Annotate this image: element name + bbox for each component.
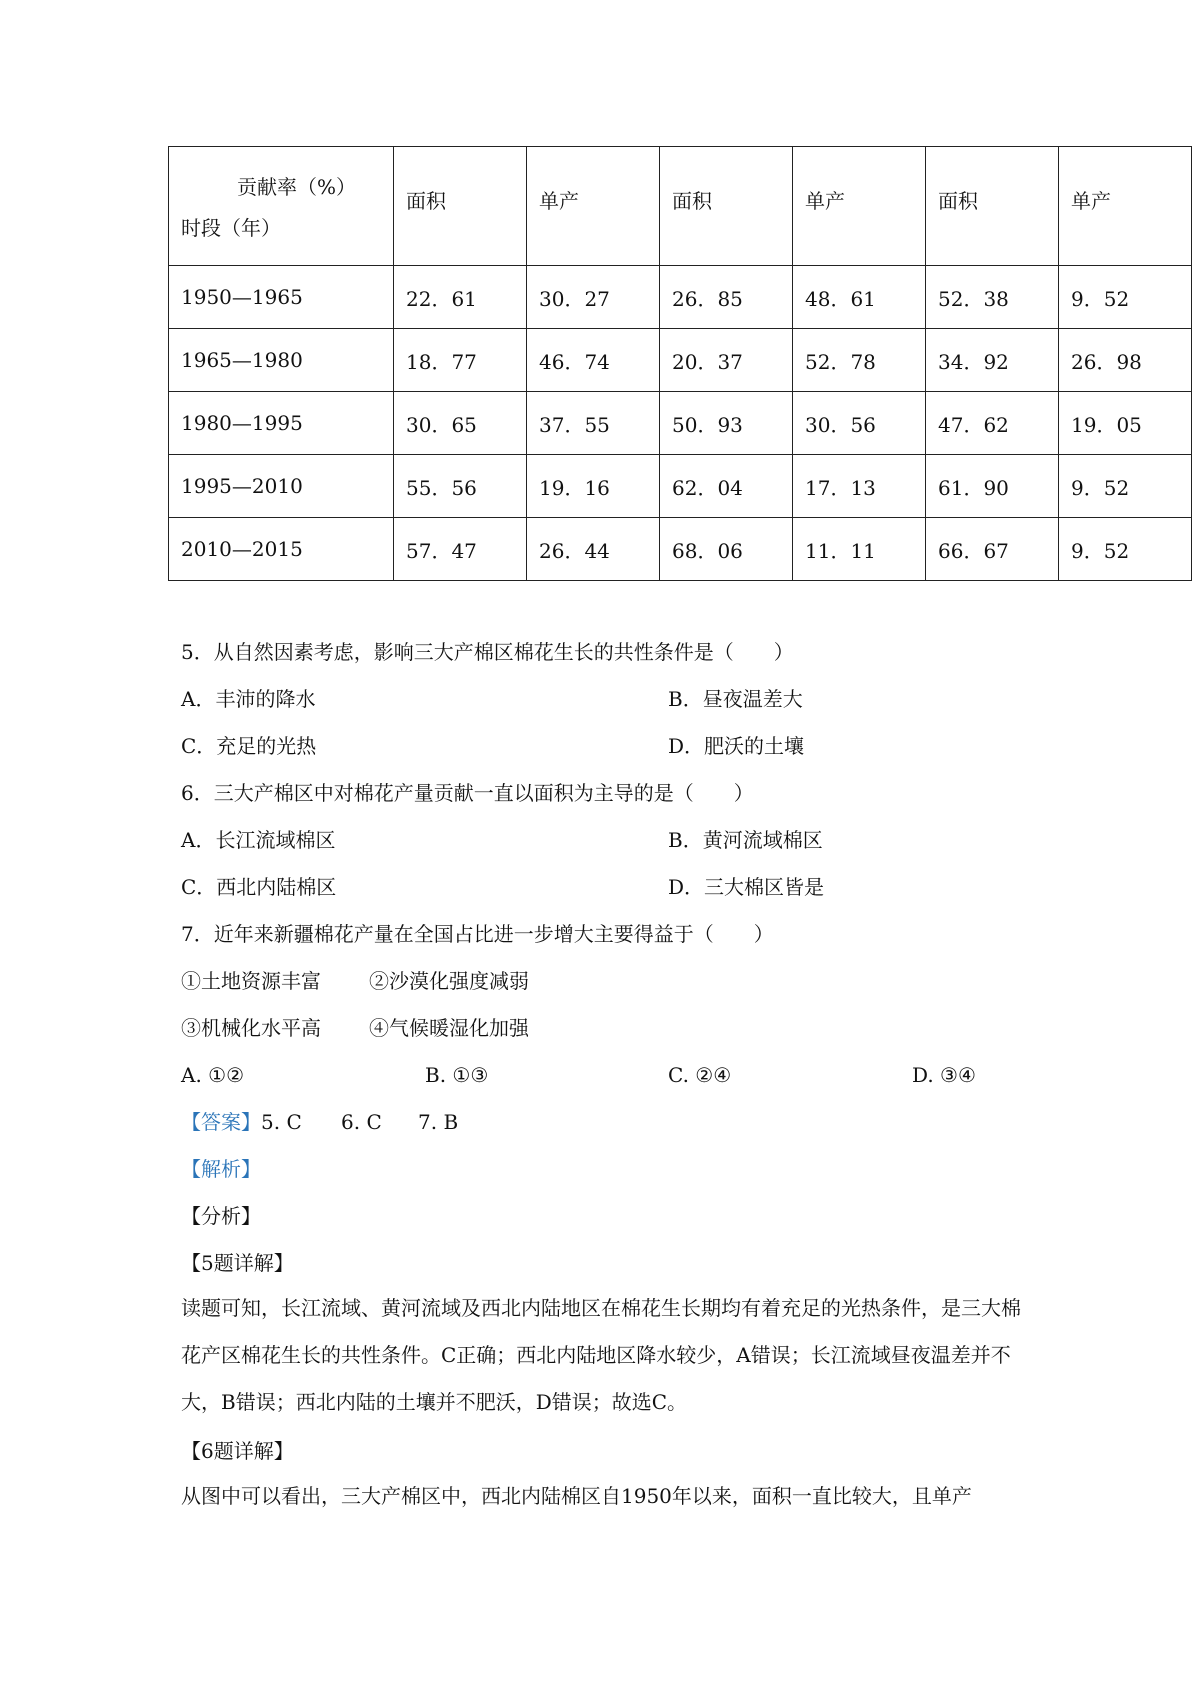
header-area-1: 面积 [394, 147, 527, 266]
q6-detail-title: 【6题详解】 [181, 1439, 294, 1463]
table-row [169, 329, 1192, 392]
value-cell: 26．85 [660, 266, 793, 329]
q5-detail-title: 【5题详解】 [181, 1251, 294, 1275]
value-cell: 9．52 [1059, 455, 1192, 518]
q5-detail-text: 读题可知，长江流域、黄河流域及西北内陆地区在棉花生长期均有着充足的光热条件，是三大棉花产区棉花生长的共性条件。C正确；西北内陆地区降水较少，A错误；长江流域昼夜温差并不大，B错误；西北内陆的土壤并不肥沃，D错误；故选C。 [181, 1296, 1021, 1414]
header-yield-1: 单产 [527, 147, 660, 266]
q7-item-1: ①土地资源丰富 [181, 969, 321, 993]
answer-7: 7. B [418, 1110, 459, 1134]
table-row [169, 518, 1192, 581]
header-area-2: 面积 [660, 147, 793, 266]
value-cell: 30．27 [527, 266, 660, 329]
value-cell: 68．06 [660, 518, 793, 581]
value-cell: 30．65 [394, 392, 527, 455]
header-yield-2: 单产 [793, 147, 926, 266]
q7-item-3: ③机械化水平高 [181, 1016, 321, 1040]
analysis-fenxi-label: 【分析】 [181, 1204, 261, 1228]
value-cell: 47．62 [926, 392, 1059, 455]
value-cell: 55．56 [394, 455, 527, 518]
value-cell: 26．98 [1059, 329, 1192, 392]
q7-item-4: ④气候暖湿化加强 [369, 1016, 529, 1040]
table-corner-cell [169, 147, 394, 266]
value-cell: 19．05 [1059, 392, 1192, 455]
period-cell: 1965—1980 [169, 329, 394, 392]
q6-option-c: C．西北内陆棉区 [181, 875, 337, 899]
q6-option-d: D．三大棉区皆是 [668, 875, 825, 899]
table-row [169, 455, 1192, 518]
period-cell: 1995—2010 [169, 455, 394, 518]
value-cell: 19．16 [527, 455, 660, 518]
value-cell: 30．56 [793, 392, 926, 455]
q7-item-2: ②沙漠化强度减弱 [369, 969, 529, 993]
q5-option-c: C．充足的光热 [181, 734, 317, 758]
q7-option-b: B. ①③ [425, 1063, 489, 1087]
value-cell: 22．61 [394, 266, 527, 329]
value-cell: 11．11 [793, 518, 926, 581]
answer-6: 6. C [341, 1110, 382, 1134]
value-cell: 9．52 [1059, 518, 1192, 581]
answer-line [181, 1108, 302, 1136]
contribution-table [168, 146, 1192, 581]
q6-option-b: B．黄河流域棉区 [668, 828, 823, 852]
value-cell: 18．77 [394, 329, 527, 392]
value-cell: 48．61 [793, 266, 926, 329]
value-cell: 52．78 [793, 329, 926, 392]
period-cell: 1950—1965 [169, 266, 394, 329]
value-cell: 52．38 [926, 266, 1059, 329]
period-cell: 2010—2015 [169, 518, 394, 581]
table-header-row [169, 147, 1192, 266]
answer-5: 5. C [261, 1110, 302, 1134]
q7-option-c: C. ②④ [668, 1063, 732, 1087]
table-row [169, 392, 1192, 455]
value-cell: 50．93 [660, 392, 793, 455]
corner-period-label: 时段（年） [181, 216, 281, 240]
header-area-3: 面积 [926, 147, 1059, 266]
value-cell: 46．74 [527, 329, 660, 392]
question-6-stem: 6．三大产棉区中对棉花产量贡献一直以面积为主导的是（ ） [181, 781, 754, 805]
value-cell: 57．47 [394, 518, 527, 581]
q5-option-b: B．昼夜温差大 [668, 687, 803, 711]
corner-contribution-label: 贡献率（%） [237, 175, 357, 199]
q6-option-a: A．长江流域棉区 [181, 828, 336, 852]
answer-label: 【答案】 [181, 1110, 261, 1134]
q5-option-d: D．肥沃的土壤 [668, 734, 805, 758]
question-5-stem: 5．从自然因素考虑，影响三大产棉区棉花生长的共性条件是（ ） [181, 640, 794, 664]
q7-option-a: A. ①② [181, 1063, 245, 1087]
value-cell: 26．44 [527, 518, 660, 581]
question-7-stem: 7．近年来新疆棉花产量在全国占比进一步增大主要得益于（ ） [181, 922, 774, 946]
value-cell: 37．55 [527, 392, 660, 455]
header-yield-3: 单产 [1059, 147, 1192, 266]
q6-detail-text: 从图中可以看出，三大产棉区中，西北内陆棉区自1950年以来，面积一直比较大，且单产 [181, 1484, 972, 1508]
analysis-label: 【解析】 [181, 1157, 261, 1181]
q5-option-a: A．丰沛的降水 [181, 687, 316, 711]
value-cell: 61．90 [926, 455, 1059, 518]
q7-option-d: D. ③④ [912, 1063, 976, 1087]
value-cell: 62．04 [660, 455, 793, 518]
value-cell: 66．67 [926, 518, 1059, 581]
value-cell: 34．92 [926, 329, 1059, 392]
value-cell: 9．52 [1059, 266, 1192, 329]
value-cell: 20．37 [660, 329, 793, 392]
value-cell: 17．13 [793, 455, 926, 518]
table-row [169, 266, 1192, 329]
period-cell: 1980—1995 [169, 392, 394, 455]
